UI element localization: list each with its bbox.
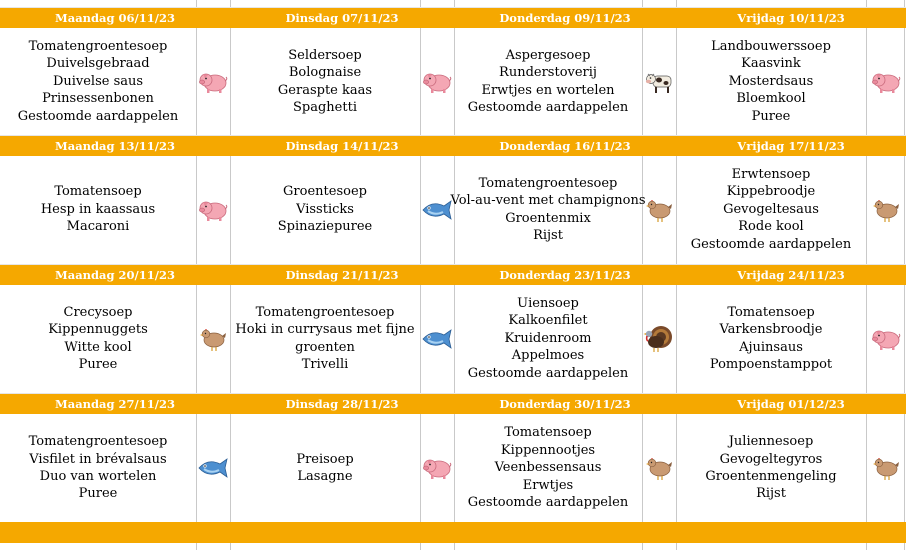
menu-item: Preisoep: [296, 451, 354, 467]
menu-item: Gestoomde aardappelen: [467, 365, 629, 381]
menu-cell: [0, 156, 196, 263]
menu-item: Kalkoenfilet: [508, 313, 588, 329]
footer-bar: [0, 522, 906, 543]
menu-item: Gevogeltegyros: [719, 451, 823, 467]
day-header: Maandag 27/11/23: [55, 397, 175, 411]
fish-icon: [196, 414, 230, 522]
pig-icon: [866, 28, 906, 135]
menu-item: Appelmoes: [511, 348, 585, 364]
menu-cell: [676, 28, 866, 135]
menu-item: Rode kool: [738, 219, 804, 235]
menu-item: Lasagne: [297, 469, 353, 484]
menu-item: Tomatengroentesoep: [28, 434, 168, 450]
menu-item: Runderstoverij: [499, 65, 597, 81]
day-header: Dinsdag 28/11/23: [285, 397, 399, 411]
menu-item: Erwtjes: [522, 477, 574, 493]
day-header: Vrijdag 10/11/23: [737, 11, 845, 25]
menu-cell: [454, 414, 642, 522]
menu-item: Mosterdsaus: [728, 73, 814, 89]
menu-item: Erwtjes en wortelen: [481, 82, 615, 98]
menu-item: Crecysoep: [63, 304, 133, 320]
menu-cell: [0, 28, 196, 135]
chicken-icon: [196, 285, 230, 392]
menu-item: Veenbessensaus: [494, 460, 602, 476]
chicken-icon: [866, 414, 906, 522]
menu-item: Tomatensoep: [54, 184, 142, 200]
menu-item: Kippennuggets: [48, 322, 148, 338]
menu-item: Aspergesoep: [505, 47, 591, 63]
menu-item: Groentenmix: [505, 210, 591, 226]
menu-cell: [0, 285, 196, 392]
day-header: Maandag 13/11/23: [55, 139, 175, 153]
menu-item: Hesp in kaassaus: [40, 201, 156, 217]
menu-item: Tomatengroentesoep: [28, 38, 168, 54]
day-header: Donderdag 09/11/23: [499, 11, 631, 25]
menu-cell: [676, 285, 866, 392]
pig-icon: [420, 28, 454, 135]
chicken-icon: [642, 414, 676, 522]
menu-item: Varkensbroodje: [719, 322, 823, 338]
menu-item: Gestoomde aardappelen: [467, 495, 629, 511]
menu-cell: [230, 414, 420, 522]
menu-item: Tomatensoep: [504, 425, 592, 441]
menu-item: Bolognaise: [288, 65, 362, 81]
menu-item: Witte kool: [64, 339, 132, 355]
menu-item: Rijst: [756, 486, 786, 502]
week-header-bar: [0, 7, 906, 28]
day-header: Dinsdag 14/11/23: [285, 139, 399, 153]
pig-icon: [196, 156, 230, 263]
menu-item: Duivelse saus: [52, 73, 144, 89]
day-header: Maandag 20/11/23: [55, 268, 175, 282]
menu-item: Gestoomde aardappelen: [690, 236, 852, 252]
menu-item: Tomatengroentesoep: [255, 304, 395, 320]
pig-icon: [866, 285, 906, 392]
day-header: Donderdag 23/11/23: [499, 268, 631, 282]
fish-icon: [420, 156, 454, 263]
menu-item: Geraspte kaas: [277, 82, 373, 98]
menu-cell: [230, 156, 420, 263]
menu-item: Juliennesoep: [728, 434, 814, 450]
menu-item: Hoki in currysaus met fijne groenten: [235, 322, 415, 355]
menu-item: Duo van wortelen: [39, 469, 157, 484]
week-header-bar: [0, 135, 906, 156]
day-header: Donderdag 16/11/23: [499, 139, 631, 153]
day-header: Vrijdag 24/11/23: [737, 268, 845, 282]
menu-cell: [454, 285, 642, 392]
menu-item: Spaghetti: [293, 99, 357, 115]
menu-item: Kippebroodje: [726, 184, 816, 200]
menu-item: Tomatensoep: [727, 304, 815, 320]
menu-cell: [230, 28, 420, 135]
menu-item: Ajuinsaus: [739, 339, 803, 355]
fish-icon: [420, 285, 454, 392]
day-header: Maandag 06/11/23: [55, 11, 175, 25]
menu-item: Gevogeltesaus: [723, 201, 819, 217]
menu-item: Gestoomde aardappelen: [17, 108, 179, 124]
pig-icon: [196, 28, 230, 135]
pig-icon: [420, 414, 454, 522]
menu-item: Kaasvink: [741, 56, 801, 72]
menu-item: Prinsessenbonen: [42, 91, 154, 107]
menu-cell: [230, 285, 420, 392]
day-header: Dinsdag 21/11/23: [285, 268, 399, 282]
menu-item: Rijst: [533, 227, 563, 243]
chicken-icon: [642, 156, 676, 263]
menu-item: Vol-au-vent met champignons: [450, 193, 646, 209]
menu-cell: [454, 28, 642, 135]
menu-cell: [676, 414, 866, 522]
week-header-bar: [0, 264, 906, 285]
chicken-icon: [866, 156, 906, 263]
week-header-bar: [0, 393, 906, 414]
cow-icon: [642, 28, 676, 135]
menu-item: Erwtensoep: [731, 166, 811, 182]
menu-item: Vissticks: [296, 201, 354, 217]
menu-item: Tomatengroentesoep: [478, 175, 618, 191]
menu-item: Macaroni: [66, 219, 130, 235]
menu-cell: [676, 156, 866, 263]
menu-item: Seldersoep: [288, 47, 362, 63]
menu-item: Pompoenstamppot: [709, 356, 833, 372]
menu-item: Groentenmengeling: [705, 469, 837, 484]
menu-item: Landbouwerssoep: [711, 38, 831, 54]
menu-cell: [0, 414, 196, 522]
menu-item: Puree: [78, 356, 118, 372]
menu-item: Groentesoep: [283, 184, 367, 200]
menu-item: Puree: [751, 108, 791, 124]
menu-item: Kruidenroom: [504, 330, 592, 346]
menu-item: Kippennootjes: [500, 442, 596, 458]
day-header: Vrijdag 17/11/23: [737, 139, 845, 153]
day-header: Dinsdag 07/11/23: [285, 11, 399, 25]
menu-item: Bloemkool: [736, 91, 806, 107]
day-header: Vrijdag 01/12/23: [737, 397, 845, 411]
turkey-icon: [642, 285, 676, 392]
menu-item: Uiensoep: [517, 295, 579, 311]
menu-item: Duivelsgebraad: [46, 56, 150, 72]
menu-item: Puree: [78, 486, 118, 502]
day-header: Donderdag 30/11/23: [499, 397, 631, 411]
menu-item: Gestoomde aardappelen: [467, 99, 629, 115]
menu-item: Spinaziepuree: [277, 219, 373, 235]
menu-item: Trivelli: [301, 356, 349, 372]
menu-cell: [450, 156, 646, 263]
menu-item: Visfilet in brévalsaus: [29, 451, 167, 467]
